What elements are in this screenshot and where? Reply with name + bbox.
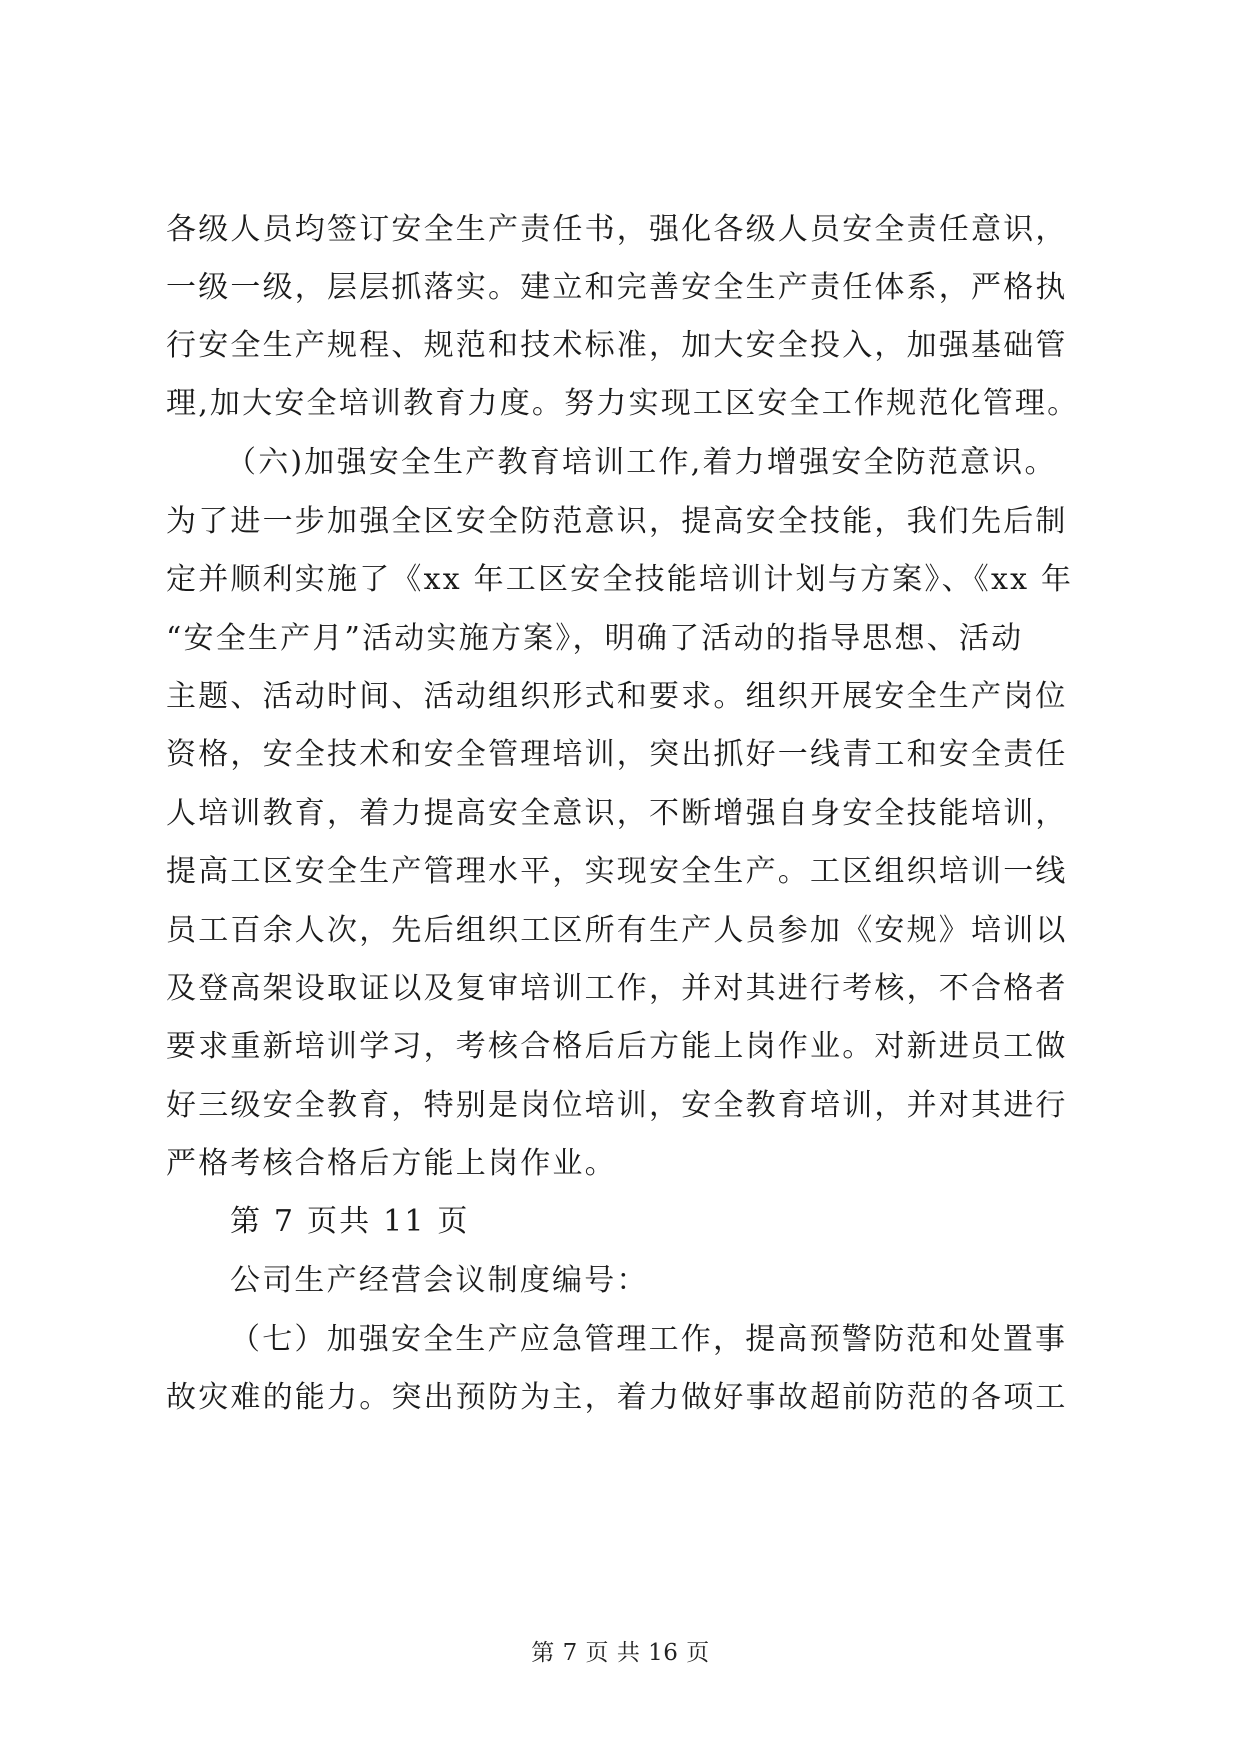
page-footer: 第 7 页 共 16 页: [531, 1640, 710, 1666]
text-line: 要求重新培训学习，考核合格后后方能上岗作业。对新进员工做: [166, 1029, 1068, 1064]
text-line: 为了进一步加强全区安全防范意识，提高安全技能，我们先后制: [166, 504, 1068, 539]
text-line: 人培训教育，着力提高安全意识，不断增强自身安全技能培训，: [166, 796, 1068, 831]
inline-page-marker: 第 7 页共 11 页: [230, 1204, 470, 1239]
text-line: 及登高架设取证以及复审培训工作，并对其进行考核，不合格者: [166, 971, 1068, 1006]
section-heading-7: （七）加强安全生产应急管理工作，提高预警防范和处置事: [230, 1322, 1068, 1357]
text-line: 故灾难的能力。突出预防为主，着力做好事故超前防范的各项工: [166, 1380, 1068, 1415]
section-heading-6: （六)加强安全生产教育培训工作,着力增强安全防范意识。: [226, 445, 1057, 480]
text-line: 一级一级，层层抓落实。建立和完善安全生产责任体系，严格执: [166, 270, 1068, 305]
text-line: 主题、活动时间、活动组织形式和要求。组织开展安全生产岗位: [166, 679, 1068, 714]
text-line: 提高工区安全生产管理水平，实现安全生产。工区组织培训一线: [166, 854, 1068, 889]
text-line: 严格考核合格后方能上岗作业。: [166, 1146, 617, 1181]
document-code-line: 公司生产经营会议制度编号：: [230, 1263, 649, 1298]
text-line: 理,加大安全培训教育力度。努力实现工区安全工作规范化管理。: [166, 386, 1080, 421]
text-line: 定并顺利实施了《xx 年工区安全技能培训计划与方案》、《xx 年: [166, 562, 1074, 597]
text-line: 行安全生产规程、规范和技术标准，加大安全投入，加强基础管: [166, 328, 1068, 363]
text-line: 好三级安全教育，特别是岗位培训，安全教育培训，并对其进行: [166, 1088, 1068, 1123]
text-line: 各级人员均签订安全生产责任书，强化各级人员安全责任意识，: [166, 212, 1068, 247]
text-line: 资格，安全技术和安全管理培训，突出抓好一线青工和安全责任: [166, 737, 1068, 772]
text-line: 员工百余人次，先后组织工区所有生产人员参加《安规》培训以: [166, 913, 1068, 948]
text-line: “安全生产月”活动实施方案》，明确了活动的指导思想、活动: [166, 621, 1024, 656]
